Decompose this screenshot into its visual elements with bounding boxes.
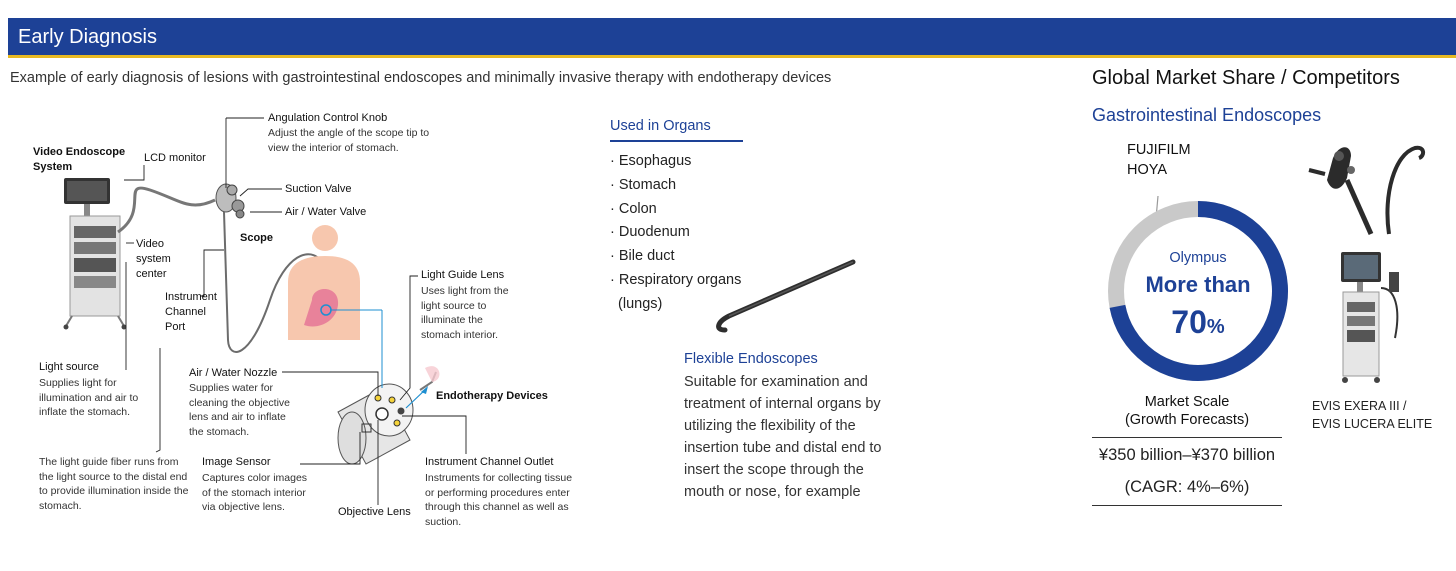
light-guide-fiber-desc: The light guide fiber runs from the light source to the distal end to provide illumination inside the stomach. — [39, 456, 189, 512]
page-subtitle: Example of early diagnosis of lesions with gastrointestinal endoscopes and minimally invasive therapy with endotherapy devices — [10, 70, 832, 86]
suction-valve-label: Suction Valve — [285, 183, 352, 195]
air-water-nozzle-desc: Supplies water for cleaning the objective lens and air to inflate the stomach. — [189, 382, 290, 438]
light-source-desc: Supplies light for illumination and air to inflate the stomach. — [39, 377, 139, 418]
gastrointestinal-endoscopes-title: Gastrointestinal Endoscopes — [1092, 105, 1322, 125]
video-endoscope-cart-illustration — [64, 178, 127, 330]
light-source-label: Light source — [39, 361, 99, 373]
distal-tip-illustration — [338, 384, 413, 464]
market-scale-label — [1092, 393, 1282, 429]
video-system-product-illustration — [1335, 248, 1415, 390]
olympus-label: Olympus — [1169, 250, 1227, 266]
product-name-line1: EVIS EXERA III / — [1312, 399, 1407, 413]
competitors-list — [1127, 140, 1191, 180]
video-endoscope-system-label: Video Endoscope System — [33, 146, 126, 173]
air-water-nozzle-label: Air / Water Nozzle — [189, 367, 278, 379]
instrument-channel-outlet-desc: Instruments for collecting tissue or performing procedures enter through this channel as well as suction. — [425, 472, 573, 528]
light-guide-lens-desc: Uses light from the light source to illuminate the stomach interior. — [421, 285, 509, 341]
scope-label: Scope — [240, 232, 274, 244]
instrument-channel-outlet-label: Instrument Channel Outlet — [425, 456, 554, 468]
competitor-hoya: HOYA — [1127, 162, 1168, 178]
organ-list-item: (lungs) — [610, 295, 663, 312]
angulation-control-knob-label: Angulation Control Knob — [268, 112, 388, 124]
torso-illustration — [288, 225, 360, 340]
angulation-control-knob-desc: Adjust the angle of the scope tip to view the interior of stomach. — [268, 127, 430, 154]
control-head-illustration — [216, 184, 244, 218]
share-unit: % — [1206, 316, 1225, 338]
market-scale-value: ¥350 billion–¥370 billion — [1098, 446, 1276, 464]
organ-list-item: · Colon — [610, 200, 657, 217]
organ-list-item: · Stomach — [610, 176, 677, 193]
endotherapy-devices-label: Endotherapy Devices — [436, 390, 548, 402]
air-water-valve-label: Air / Water Valve — [285, 206, 367, 218]
flexible-endoscope-illustration — [705, 238, 865, 348]
flexible-endoscopes-title: Flexible Endoscopes — [684, 351, 818, 367]
used-in-organs-title: Used in Organs — [610, 118, 711, 134]
share-prefix: More than — [1145, 272, 1251, 297]
market-scale-line2: (Growth Forecasts) — [1124, 412, 1250, 428]
market-share-title: Global Market Share / Competitors — [1092, 67, 1400, 89]
header-stripe — [8, 55, 1456, 58]
lcd-monitor-label: LCD monitor — [144, 152, 206, 164]
market-scale-rule-top — [1092, 437, 1282, 438]
light-guide-lens-label: Light Guide Lens — [421, 269, 505, 281]
product-name — [1312, 397, 1432, 433]
objective-lens-label: Objective Lens — [338, 506, 411, 518]
image-sensor-desc: Captures color images of the stomach interior via objective lens. — [202, 472, 308, 513]
competitor-fujifilm: FUJIFILM — [1127, 142, 1191, 158]
share-value — [1132, 304, 1264, 341]
organ-list-item: · Esophagus — [610, 153, 692, 169]
video-system-center-label: Video system center — [136, 238, 171, 280]
share-number: 70 — [1171, 304, 1207, 340]
instrument-channel-port-label: Instrument Channel Port — [165, 291, 217, 333]
endoscope-product-illustration — [1305, 134, 1430, 236]
image-sensor-label: Image Sensor — [202, 456, 271, 468]
used-in-organs-underline — [610, 140, 743, 142]
page-title: Early Diagnosis — [18, 26, 157, 48]
organ-list-item: · Respiratory organs — [610, 271, 742, 288]
market-scale-line1: Market Scale — [1144, 394, 1230, 410]
product-name-line2: EVIS LUCERA ELITE — [1312, 417, 1433, 431]
organ-list-item: · Duodenum — [610, 224, 690, 241]
flexible-endoscopes-desc: Suitable for examination and treatment of internal organs by utilizing the flexibility of the insertion tube and distal end to insert the scope through the mouth or nose, for example — [684, 374, 882, 500]
header-banner — [8, 18, 1456, 55]
organ-list-item: · Bile duct — [610, 248, 675, 265]
market-cagr: (CAGR: 4%–6%) — [1124, 478, 1250, 496]
market-scale-rule-bottom — [1092, 505, 1282, 506]
